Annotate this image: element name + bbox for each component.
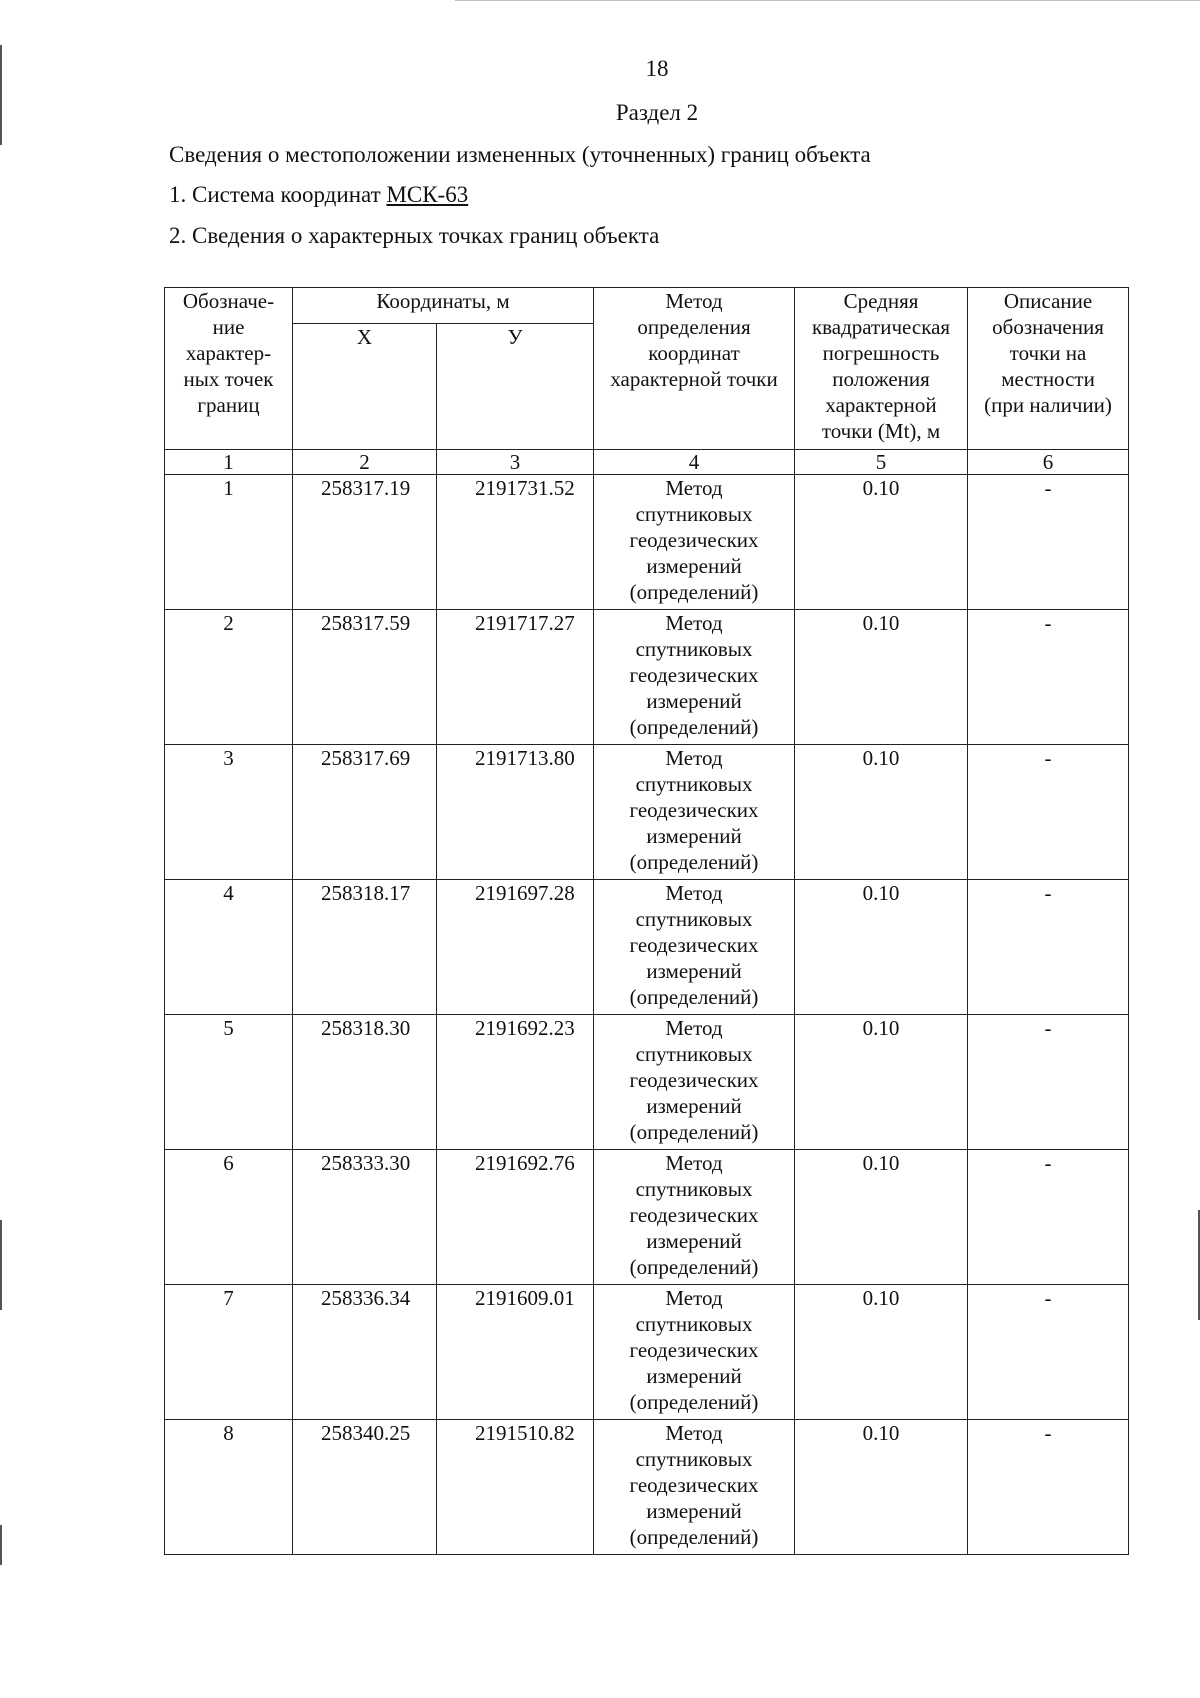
scan-edge-mark [0, 1525, 2, 1565]
point-number: 2 [165, 610, 293, 745]
point-method: Метод спутниковых геодезических измерений (определений) [594, 1150, 795, 1285]
column-number: 2 [293, 450, 437, 475]
point-x: 258317.19 [293, 475, 437, 610]
table-row [165, 610, 1129, 745]
point-description: - [968, 475, 1129, 610]
point-y: 2191510.82 [437, 1420, 594, 1555]
table-row [165, 1285, 1129, 1420]
point-y: 2191609.01 [437, 1285, 594, 1420]
coordinate-system-label: 1. Система координат [169, 182, 387, 207]
table-row [165, 475, 1129, 610]
document-heading: Сведения о местоположении измененных (уточненных) границ объекта [169, 142, 871, 167]
header-method: Метод определения координат характерной точки [594, 288, 795, 450]
point-y: 2191717.27 [437, 610, 594, 745]
point-y: 2191713.80 [437, 745, 594, 880]
table-row [165, 880, 1129, 1015]
point-y: 2191697.28 [437, 880, 594, 1015]
page-number: 18 [645, 56, 669, 81]
point-description: - [968, 1285, 1129, 1420]
point-error: 0.10 [795, 1015, 968, 1150]
point-number: 4 [165, 880, 293, 1015]
table-row [165, 1150, 1129, 1285]
section-title: Раздел 2 [615, 100, 699, 125]
point-method: Метод спутниковых геодезических измерений (определений) [594, 475, 795, 610]
header-designation: Обозначе- ние характер- ных точек границ [165, 288, 293, 450]
point-x: 258317.69 [293, 745, 437, 880]
table-row [165, 745, 1129, 880]
point-method: Метод спутниковых геодезических измерений (определений) [594, 880, 795, 1015]
point-number: 8 [165, 1420, 293, 1555]
header-x: X [293, 323, 437, 449]
point-error: 0.10 [795, 1150, 968, 1285]
point-x: 258318.30 [293, 1015, 437, 1150]
point-description: - [968, 1150, 1129, 1285]
point-x: 258336.34 [293, 1285, 437, 1420]
column-number: 4 [594, 450, 795, 475]
point-error: 0.10 [795, 1285, 968, 1420]
point-error: 0.10 [795, 475, 968, 610]
header-error: Средняя квадратическая погрешность положения характерной точки (Mt), м [795, 288, 968, 450]
coordinate-system-value: МСК-63 [386, 182, 469, 207]
scan-edge-mark [0, 1220, 2, 1310]
point-number: 3 [165, 745, 293, 880]
header-description: Описание обозначения точки на местности (при наличии) [968, 288, 1129, 450]
point-number: 6 [165, 1150, 293, 1285]
point-description: - [968, 1015, 1129, 1150]
point-method: Метод спутниковых геодезических измерений (определений) [594, 1420, 795, 1555]
point-x: 258340.25 [293, 1420, 437, 1555]
top-rule [455, 0, 1200, 1]
column-number-row [165, 450, 1129, 475]
point-method: Метод спутниковых геодезических измерений (определений) [594, 1015, 795, 1150]
column-number: 5 [795, 450, 968, 475]
column-number: 1 [165, 450, 293, 475]
point-error: 0.10 [795, 1420, 968, 1555]
point-x: 258318.17 [293, 880, 437, 1015]
point-y: 2191692.23 [437, 1015, 594, 1150]
point-error: 0.10 [795, 880, 968, 1015]
point-method: Метод спутниковых геодезических измерений (определений) [594, 1285, 795, 1420]
point-description: - [968, 1420, 1129, 1555]
table-row [165, 1420, 1129, 1555]
point-x: 258333.30 [293, 1150, 437, 1285]
point-method: Метод спутниковых геодезических измерений (определений) [594, 745, 795, 880]
point-y: 2191731.52 [437, 475, 594, 610]
column-number: 3 [437, 450, 594, 475]
point-y: 2191692.76 [437, 1150, 594, 1285]
header-y: У [437, 323, 594, 449]
boundary-points-table [164, 287, 1129, 1555]
points-heading: 2. Сведения о характерных точках границ объекта [169, 223, 660, 248]
point-description: - [968, 745, 1129, 880]
point-method: Метод спутниковых геодезических измерений (определений) [594, 610, 795, 745]
point-x: 258317.59 [293, 610, 437, 745]
coordinate-system-line [169, 182, 468, 208]
point-number: 7 [165, 1285, 293, 1420]
point-error: 0.10 [795, 745, 968, 880]
table-row [165, 1015, 1129, 1150]
table-header-row [165, 288, 1129, 324]
column-number: 6 [968, 450, 1129, 475]
point-number: 1 [165, 475, 293, 610]
point-number: 5 [165, 1015, 293, 1150]
point-description: - [968, 880, 1129, 1015]
point-error: 0.10 [795, 610, 968, 745]
point-description: - [968, 610, 1129, 745]
header-coordinates: Координаты, м [293, 288, 594, 324]
